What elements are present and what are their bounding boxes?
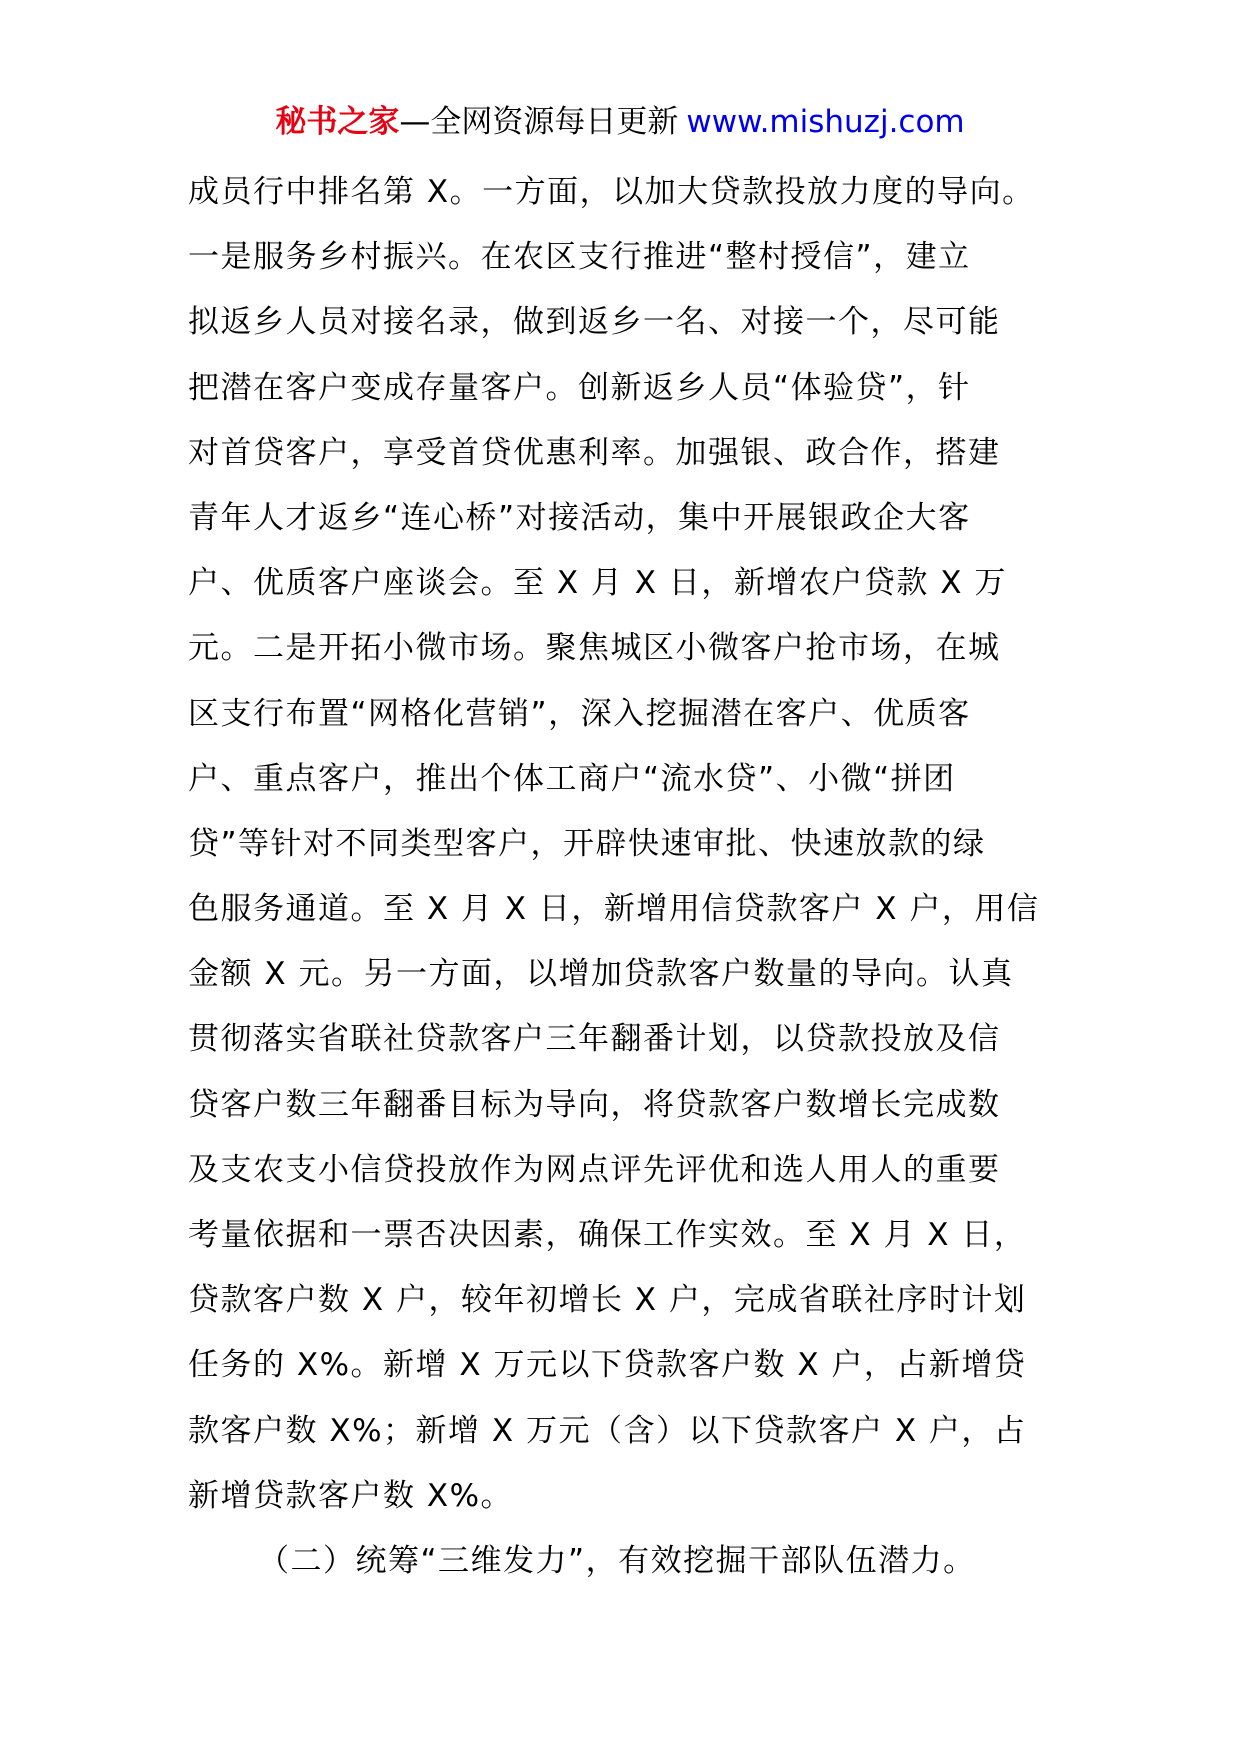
- body-line: 色服务通道。至 X 月 X 日，新增用信贷款客户 X 户，用信: [188, 891, 1040, 928]
- body-line: 新增贷款客户数 X%。: [188, 1477, 514, 1514]
- document-body: [188, 160, 1054, 1594]
- body-line: 青年人才返乡“连心桥”对接活动，集中开展银政企大客: [188, 499, 971, 536]
- body-line: 贯彻落实省联社贷款客户三年翻番计划，以贷款投放及信: [188, 1021, 1001, 1058]
- body-line: 把潜在客户变成存量客户。创新返乡人员“体验贷”，针: [188, 369, 971, 406]
- body-line: 及支农支小信贷投放作为网点评先评优和选人用人的重要: [188, 1151, 1001, 1188]
- body-line: 对首贷客户，享受首贷优惠利率。加强银、政合作，搭建: [188, 434, 1001, 471]
- body-line: 考量依据和一票否决因素，确保工作实效。至 X 月 X 日，: [188, 1217, 1027, 1253]
- body-line: 任务的 X%。新增 X 万元以下贷款客户数 X 户，占新增贷: [188, 1347, 1027, 1384]
- body-line: 元。二是开拓小微市场。聚焦城区小微客户抢市场，在城: [188, 630, 1001, 667]
- body-line: 金额 X 元。另一方面，以增加贷款客户数量的导向。认真: [188, 956, 1014, 993]
- body-line: 款客户数 X%；新增 X 万元（含）以下贷款客户 X 户，占: [188, 1412, 1027, 1449]
- body-line: 贷”等针对不同类型客户，开辟快速审批、快速放款的绿: [188, 825, 986, 862]
- body-line: 区支行布置“网格化营销”，深入挖掘潜在客户、优质客: [188, 695, 971, 732]
- body-line: 户、优质客户座谈会。至 X 月 X 日，新增农户贷款 X 万: [188, 565, 1007, 602]
- body-line: 一是服务乡村振兴。在农区支行推进“整村授信”，建立: [188, 239, 971, 276]
- header-slogan: —全网资源每日更新: [399, 104, 679, 140]
- section-heading: （二）统筹“三维发力”，有效挖掘干部队伍潜力。: [258, 1542, 976, 1579]
- body-line: 贷款客户数 X 户，较年初增长 X 户，完成省联社序时计划: [188, 1282, 1027, 1319]
- body-line: 拟返乡人员对接名录，做到返乡一名、对接一个，尽可能: [188, 304, 1001, 341]
- website-link[interactable]: www.mishuzj.com: [686, 104, 965, 140]
- brand-name: 秘书之家: [275, 104, 400, 140]
- body-line: 户、重点客户，推出个体工商户“流水贷”、小微“拼团: [188, 760, 956, 797]
- body-line: 成员行中排名第 X。一方面，以加大贷款投放力度的导向。: [188, 174, 1035, 210]
- page-header: [0, 100, 1240, 144]
- body-line: 贷客户数三年翻番目标为导向，将贷款客户数增长完成数: [188, 1086, 1001, 1123]
